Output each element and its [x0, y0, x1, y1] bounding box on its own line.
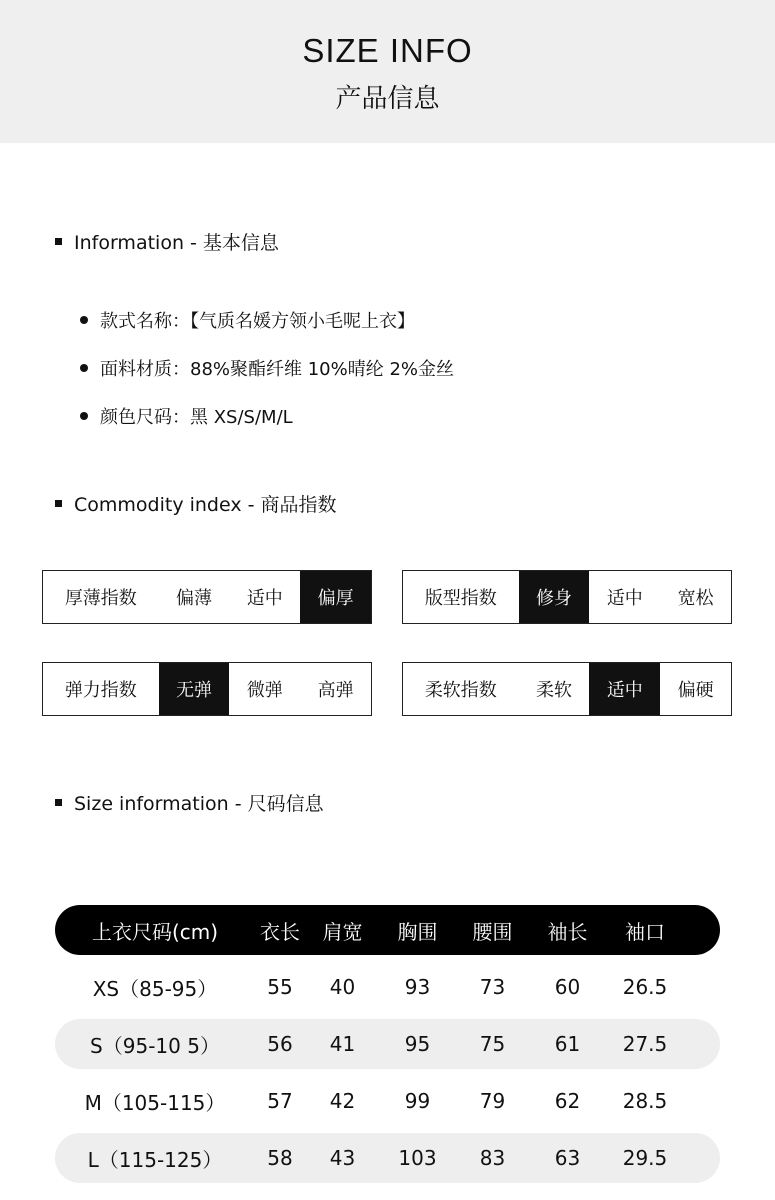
square-bullet-icon	[55, 238, 62, 245]
table-cell: 27.5	[622, 1032, 668, 1056]
title-english: SIZE INFO	[302, 32, 473, 69]
table-cell: 99	[404, 1089, 431, 1113]
table-cell: 58	[267, 1146, 293, 1170]
table-cell: 75	[479, 1032, 506, 1056]
index-label: 柔软指数	[424, 680, 497, 701]
table-cell: 103	[398, 1146, 437, 1170]
table-row	[55, 962, 720, 1012]
table-row	[55, 1076, 720, 1126]
info-item-color-size: 颜色尺码：黑 XS/S/M/L	[80, 392, 454, 440]
index-option: 微弹	[246, 680, 283, 701]
index-label: 厚薄指数	[64, 588, 137, 609]
title-chinese: 产品信息	[335, 84, 440, 114]
information-list	[80, 296, 454, 440]
index-option: 修身	[519, 571, 590, 623]
elasticity-index	[42, 662, 372, 716]
table-cell: 56	[267, 1032, 293, 1056]
fit-index	[402, 570, 732, 624]
table-cell: 41	[329, 1032, 356, 1056]
table-cell: 93	[404, 975, 431, 999]
information-section-title: Information - 基本信息	[55, 228, 279, 255]
index-option: 柔软	[536, 680, 573, 701]
header-cell: 肩宽	[322, 919, 363, 944]
index-label: 弹力指数	[64, 680, 137, 701]
table-cell: 40	[329, 975, 356, 999]
dot-bullet-icon	[80, 412, 88, 420]
index-option: 偏厚	[300, 571, 371, 623]
header-cell: 上衣尺码(cm)	[91, 919, 219, 944]
thickness-index	[42, 570, 372, 624]
header-cell: 袖口	[625, 919, 665, 944]
info-item-style-name: 款式名称：【气质名媛方领小毛呢上衣】	[80, 296, 454, 344]
index-option: 适中	[246, 588, 283, 609]
table-cell: 43	[329, 1146, 356, 1170]
table-cell: 63	[554, 1146, 581, 1170]
square-bullet-icon	[55, 500, 62, 507]
header-cell: 袖长	[547, 919, 588, 944]
table-cell: 28.5	[622, 1089, 668, 1113]
index-option: 适中	[606, 588, 643, 609]
table-cell: L（115-125）	[87, 1147, 223, 1172]
table-cell: XS（85-95）	[92, 976, 218, 1001]
page-header	[0, 0, 775, 143]
table-cell: 83	[479, 1146, 506, 1170]
table-cell: S（95-10 5）	[90, 1033, 220, 1058]
index-option: 偏硬	[677, 680, 714, 701]
table-cell: 42	[329, 1089, 356, 1113]
softness-index	[402, 662, 732, 716]
header-cell: 衣长	[260, 919, 300, 944]
index-option: 高弹	[317, 680, 354, 701]
table-row	[55, 1019, 720, 1069]
table-cell: 55	[267, 975, 293, 999]
header-cell: 腰围	[472, 919, 513, 944]
table-cell: 60	[554, 975, 581, 999]
table-cell: 95	[404, 1032, 431, 1056]
table-cell: M（105-115）	[84, 1090, 226, 1115]
index-option: 无弹	[159, 663, 230, 715]
index-option: 宽松	[677, 588, 714, 609]
dot-bullet-icon	[80, 364, 88, 372]
index-option: 偏薄	[176, 588, 213, 609]
commodity-section-title: Commodity index - 商品指数	[55, 490, 337, 517]
table-cell: 79	[479, 1089, 506, 1113]
table-cell: 73	[479, 975, 506, 999]
table-row	[55, 1133, 720, 1183]
table-cell: 62	[554, 1089, 581, 1113]
info-item-fabric: 面料材质：88%聚酯纤维 10%晴纶 2%金丝	[80, 344, 454, 392]
table-cell: 26.5	[622, 975, 668, 999]
index-label: 版型指数	[424, 588, 497, 609]
size-table	[55, 905, 720, 1183]
square-bullet-icon	[55, 799, 62, 806]
index-option: 适中	[589, 663, 660, 715]
size-section-title: Size information - 尺码信息	[55, 789, 324, 816]
table-cell: 29.5	[622, 1146, 668, 1170]
header-cell: 胸围	[397, 919, 438, 944]
table-cell: 61	[554, 1032, 581, 1056]
table-cell: 57	[267, 1089, 293, 1113]
size-table-header	[55, 905, 720, 955]
dot-bullet-icon	[80, 316, 88, 324]
